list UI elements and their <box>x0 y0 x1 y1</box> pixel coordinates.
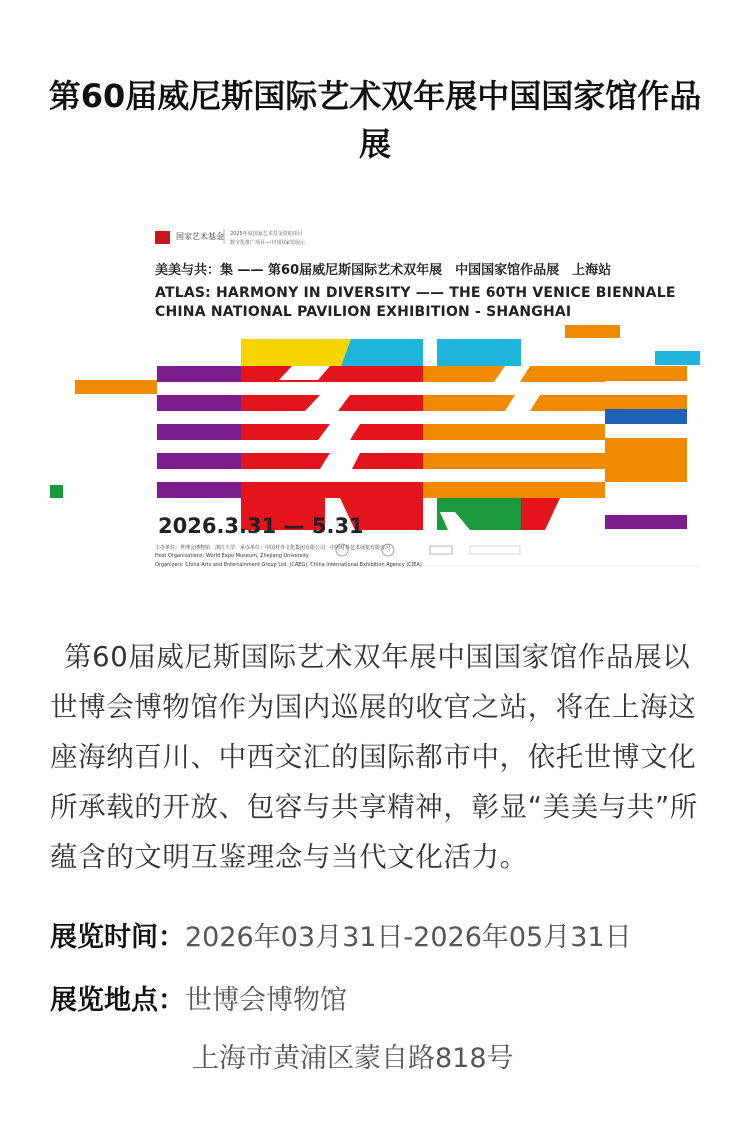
time-label: 展览时间： <box>50 922 185 953</box>
poster-footer-2: Host Organizations: World Expo Museum, Zhejiang University <box>155 553 309 559</box>
article-paragraph: 第60届威尼斯国际艺术双年展中国国家馆作品展以世博会博物馆作为国内巡展的收官之站，将在上海这座海纳百川、中西交汇的国际都市中，依托世博文化所承载的开放、包容与共享精神，彰显“美美与共”所蕴含的文明互鉴理念与当代文化活力。 <box>50 641 698 873</box>
exhibition-poster <box>0 210 750 605</box>
poster-footer-1: 主办单位：世博会博物馆 浙江大学 承办单位：中国对外文化集团有限公司 中国对外艺术展览有限公司 <box>155 545 391 551</box>
poster-logo-note-1: 2025年度国家艺术基金资助项目 <box>230 231 303 237</box>
poster-logo-note-2: 数字化推广项目—中国国家馆展示 <box>230 240 306 246</box>
poster-subtitle-cn: 美美与共：集 —— 第60届威尼斯国际艺术双年展 中国国家馆作品展 上海站 <box>155 263 612 278</box>
seal-icon <box>155 231 170 244</box>
poster-subtitle-en-1: ATLAS: HARMONY IN DIVERSITY —— THE 60TH VENICE BIENNALE <box>155 285 676 301</box>
time-value: 2026年03月31日-2026年05月31日 <box>185 922 632 953</box>
place-value: 世博会博物馆 <box>185 985 347 1016</box>
poster-subtitle-en-2: CHINA NATIONAL PAVILION EXHIBITION - SHANGHAI <box>155 304 572 320</box>
exhibition-time-row <box>50 915 632 954</box>
poster-logo-text: 国家艺术基金 <box>176 232 224 241</box>
place-label: 展览地点： <box>50 985 185 1016</box>
poster-date: 2026.3.31 — 5.31 <box>158 514 364 538</box>
poster-footer-3: Organizers: China Arts and Entertainment Group Ltd. (CAEG), China International Exhibition Agency (CIEA) <box>155 562 422 568</box>
exhibition-place-row <box>50 978 347 1017</box>
article-title: 第60届威尼斯国际艺术双年展中国国家馆作品展 <box>48 77 702 163</box>
exhibition-address: 上海市黄浦区蒙自路818号 <box>192 1043 514 1074</box>
